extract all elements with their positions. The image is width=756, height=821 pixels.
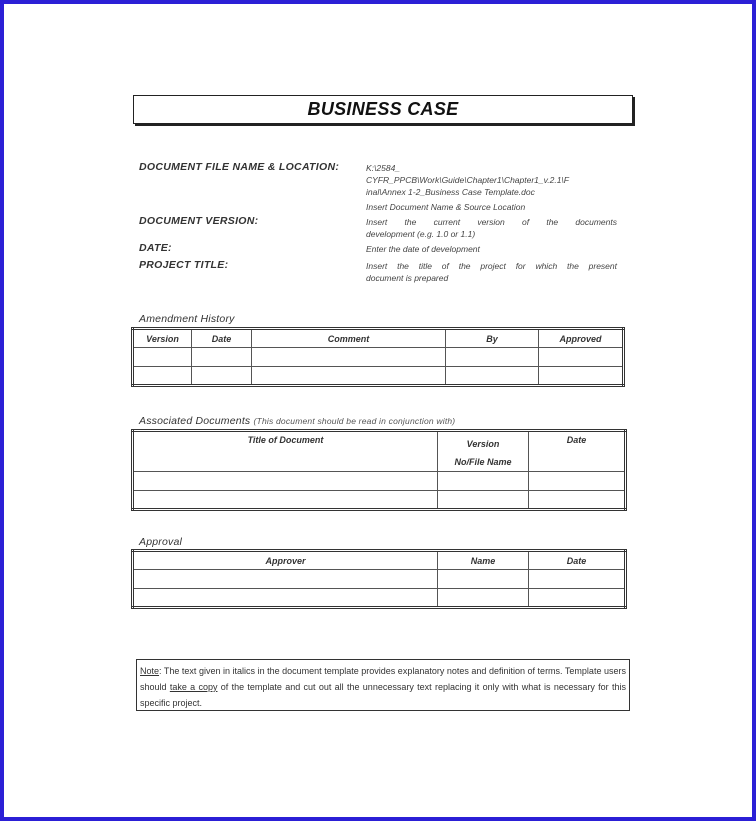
column-header: Approver [133, 551, 438, 570]
table-cell[interactable] [539, 367, 624, 386]
amendment-history-table [131, 327, 625, 387]
file-name-label: DOCUMENT FILE NAME & LOCATION: [139, 161, 340, 173]
column-header: Name [438, 551, 529, 570]
associated-documents-title [139, 415, 455, 427]
table-cell[interactable] [133, 589, 438, 608]
table-row [133, 348, 624, 367]
table-cell[interactable] [192, 348, 252, 367]
approval-table [131, 549, 627, 609]
document-title: BUSINESS CASE [133, 95, 633, 124]
table-cell[interactable] [438, 491, 529, 510]
note-label: Note [140, 666, 160, 676]
column-header: Version [133, 329, 192, 348]
table-row [133, 570, 626, 589]
file-name-header-line: No/File Name [454, 457, 512, 467]
table-row [133, 589, 626, 608]
table-cell[interactable] [438, 589, 529, 608]
table-cell[interactable] [133, 348, 192, 367]
table-cell[interactable] [438, 472, 529, 491]
table-cell[interactable] [446, 348, 539, 367]
date-value: Enter the date of development [366, 244, 480, 254]
table-row [133, 472, 626, 491]
document-version-label: DOCUMENT VERSION: [139, 215, 259, 227]
table-cell[interactable] [252, 348, 446, 367]
table-cell[interactable] [133, 570, 438, 589]
table-header-row [133, 431, 626, 472]
table-row [133, 367, 624, 386]
table-cell[interactable] [438, 570, 529, 589]
column-header: Date [529, 551, 626, 570]
table-cell[interactable] [446, 367, 539, 386]
column-header: Comment [252, 329, 446, 348]
template-note [136, 659, 630, 711]
associated-documents-subtitle: (This document should be read in conjunction with) [253, 416, 456, 426]
date-label: DATE: [139, 242, 172, 254]
project-title-label: PROJECT TITLE: [139, 259, 229, 271]
table-cell[interactable] [529, 570, 626, 589]
table-cell[interactable] [529, 491, 626, 510]
table-header-row [133, 329, 624, 348]
note-text-part-1: : The text given in italics in the document template provides explanatory notes and definition of terms. Template users should [140, 666, 626, 692]
column-header: By [446, 329, 539, 348]
table-cell[interactable] [133, 491, 438, 510]
associated-documents-heading: Associated Documents [139, 415, 251, 427]
project-hint-line-2: document is prepared [366, 273, 449, 283]
file-source-hint: Insert Document Name & Source Location [366, 202, 526, 212]
document-version-value [366, 216, 617, 240]
column-header: Title of Document [133, 431, 438, 472]
version-hint-line-2: development (e.g. 1.0 or 1.1) [366, 229, 476, 239]
associated-documents-table [131, 429, 627, 511]
file-path-line-3: inal\Annex 1-2_Business Case Template.doc [366, 187, 535, 197]
amendment-history-title: Amendment History [139, 313, 235, 325]
table-row [133, 491, 626, 510]
note-text-part-2: of the template and cut out all the unnecessary text replacing it only with what is necessary for this specific project. [140, 682, 626, 708]
project-hint-line-1: Insert the title of the project for which the present [366, 261, 617, 271]
file-name-value [366, 162, 617, 213]
table-cell[interactable] [133, 367, 192, 386]
column-header-version [438, 431, 529, 472]
column-header: Date [529, 431, 626, 472]
version-header-line: Version [466, 439, 500, 449]
table-cell[interactable] [192, 367, 252, 386]
table-cell[interactable] [529, 472, 626, 491]
table-cell[interactable] [539, 348, 624, 367]
table-cell[interactable] [133, 472, 438, 491]
table-cell[interactable] [529, 589, 626, 608]
column-header: Date [192, 329, 252, 348]
file-path-line-1: K:\2584_ [366, 163, 401, 173]
approval-title: Approval [139, 536, 183, 548]
project-title-value [366, 260, 617, 284]
table-cell[interactable] [252, 367, 446, 386]
file-path-line-2: CYFR_PPCB\Work\Guide\Chapter1\Chapter1_v.2.1\F [366, 175, 569, 185]
table-header-row [133, 551, 626, 570]
take-a-copy-text: take a copy [169, 682, 218, 692]
version-hint-line-1: Insert the current version of the documents [366, 217, 617, 227]
column-header: Approved [539, 329, 624, 348]
